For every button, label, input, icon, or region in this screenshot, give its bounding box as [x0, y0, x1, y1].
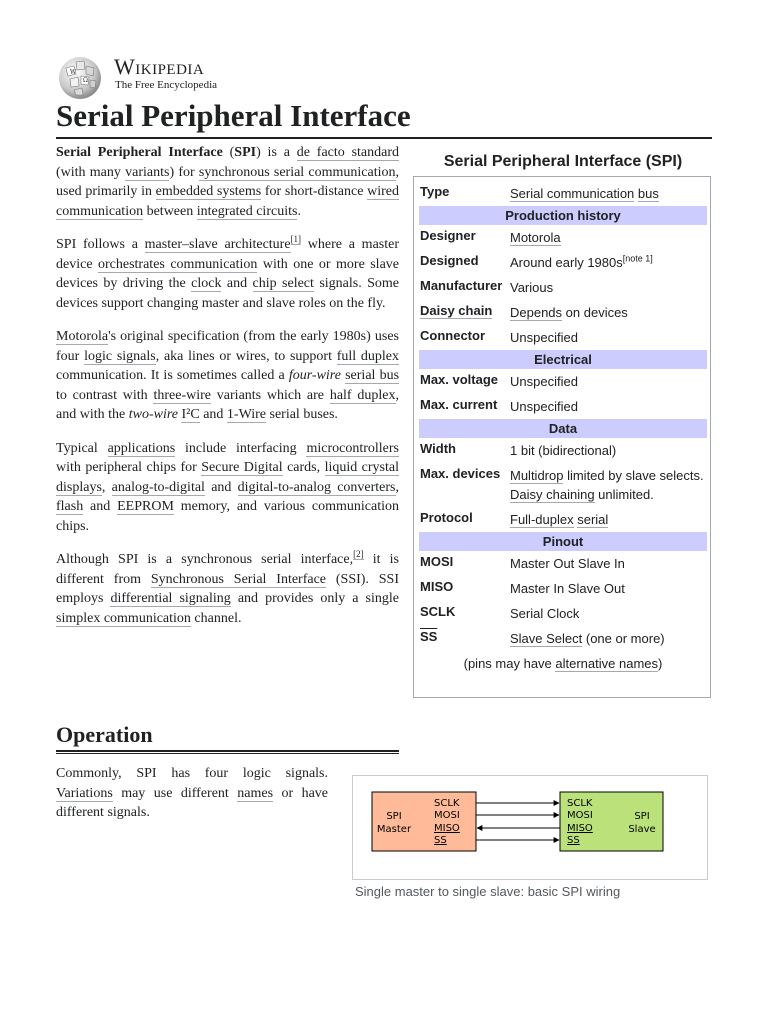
- link-applications[interactable]: applications: [107, 440, 176, 456]
- link-clock[interactable]: clock: [191, 276, 222, 291]
- infobox-label: Max. voltage: [420, 372, 499, 387]
- infobox-label: Designed: [420, 253, 479, 268]
- infobox-row-manufacturer: [419, 275, 707, 300]
- infobox-row-daisy-chain: [419, 300, 707, 325]
- text: Typical: [56, 440, 108, 456]
- text: it is different from: [56, 552, 399, 587]
- infobox-footer-row: [419, 651, 707, 676]
- text: (pins may have: [463, 656, 556, 671]
- link-names[interactable]: names: [237, 785, 274, 801]
- bold-term: Serial Peripheral Interface: [56, 145, 223, 160]
- page-title: Serial Peripheral Interface: [56, 98, 411, 133]
- wikipedia-tagline: The Free Encyclopedia: [115, 79, 218, 91]
- infobox-label: Designer: [420, 228, 476, 243]
- link-alternative-names[interactable]: alternative names: [555, 656, 659, 671]
- link-bus[interactable]: bus: [637, 186, 659, 201]
- link-daisy-chain[interactable]: Daisy chain: [420, 303, 493, 318]
- wikipedia-globe-logo[interactable]: [56, 54, 104, 102]
- text: (: [222, 145, 235, 160]
- text: and: [83, 499, 118, 514]
- text: communication. It is sometimes called a: [56, 368, 289, 383]
- link-half-duplex[interactable]: half duplex: [329, 387, 396, 403]
- text: to contrast with: [56, 387, 154, 403]
- lead-paragraph-1: [56, 143, 399, 221]
- link-motorola-infobox[interactable]: Motorola: [510, 230, 561, 245]
- text: include interfacing: [175, 440, 307, 456]
- text: Commonly, SPI has four logic signals.: [56, 766, 328, 781]
- slave-pin-miso: MISO: [567, 823, 593, 834]
- bold-term: SPI: [234, 145, 257, 160]
- text: ): [658, 656, 663, 671]
- link-de-facto-standard[interactable]: de facto standard: [296, 145, 399, 160]
- infobox-footer: [419, 651, 707, 676]
- spi-wiring-diagram: [353, 776, 709, 881]
- link-synchronous-serial-interface[interactable]: Synchronous Serial Interface: [150, 571, 327, 587]
- text: may use different: [112, 785, 238, 801]
- link-orchestrates-communication[interactable]: orchestrates communication: [98, 256, 258, 272]
- infobox-section-data: Data: [419, 419, 707, 438]
- infobox-value: [509, 463, 707, 507]
- infobox-table: [419, 181, 707, 676]
- infobox-value: [509, 626, 707, 651]
- italic-term: four-wire: [288, 368, 341, 383]
- link-slave-select[interactable]: Slave Select: [510, 631, 583, 646]
- slave-pin-ss: SS: [567, 835, 580, 846]
- text: unlimited.: [594, 487, 654, 502]
- link-embedded-systems[interactable]: embedded systems: [155, 184, 262, 199]
- text: ) is a: [256, 145, 297, 160]
- note-1[interactable]: [note 1]: [622, 253, 653, 264]
- infobox-row-designed: [419, 250, 707, 275]
- link-digital-to-analog-converters[interactable]: digital-to-analog converters: [237, 479, 396, 495]
- text: and: [199, 407, 227, 422]
- text: (with many: [56, 164, 126, 180]
- infobox-value: Unspecified: [510, 399, 578, 414]
- text: serial buses.: [266, 407, 338, 422]
- link-eeprom[interactable]: EEPROM: [117, 499, 174, 514]
- title-divider: [56, 137, 712, 139]
- master-pin-ss: SS: [434, 835, 447, 846]
- infobox-label: Protocol: [420, 510, 473, 525]
- reference-1[interactable]: [1]: [290, 234, 302, 245]
- infobox-value: Master In Slave Out: [510, 581, 625, 596]
- infobox-caption: Serial Peripheral Interface (SPI): [443, 153, 683, 170]
- text: and: [221, 276, 253, 291]
- link-chip-select[interactable]: chip select: [252, 276, 314, 291]
- infobox-row-ss: [419, 626, 707, 651]
- infobox-row-miso: [419, 576, 707, 601]
- text: Although SPI is a synchronous serial interface,: [56, 552, 354, 567]
- infobox-row-type: [419, 181, 707, 206]
- infobox-section-production-history: Production history: [419, 206, 707, 225]
- infobox-label: Manufacturer: [420, 278, 503, 293]
- link-1-wire[interactable]: 1-Wire: [226, 407, 266, 422]
- infobox-value: [509, 181, 707, 206]
- slave-name-line1: SPI: [634, 811, 650, 822]
- lead-section: [56, 143, 399, 642]
- infobox-label: Max. current: [420, 397, 498, 412]
- figure-caption: Single master to single slave: basic SPI wiring: [355, 884, 621, 899]
- slave-pin-sclk: SCLK: [567, 798, 593, 809]
- text: , and with the: [56, 387, 399, 422]
- lead-paragraph-4: [56, 439, 399, 537]
- text: cards,: [282, 460, 325, 475]
- infobox-value: [509, 250, 707, 275]
- text: variants which are: [211, 387, 330, 403]
- master-pin-miso: MISO: [434, 823, 460, 834]
- lead-paragraph-3: [56, 327, 399, 425]
- link-flash[interactable]: flash: [56, 499, 84, 514]
- svg-text:Ω: Ω: [83, 77, 88, 84]
- text: (SSI). SSI employs: [56, 571, 400, 606]
- wikipedia-wordmark: Wikipedia: [114, 54, 205, 79]
- infobox: [413, 176, 711, 698]
- link-depends[interactable]: Depends: [510, 305, 563, 320]
- text: , used primarily in: [56, 164, 399, 199]
- link-wired-communication[interactable]: wired communication: [56, 184, 399, 219]
- svg-text:W: W: [70, 69, 77, 76]
- infobox-row-connector: [419, 325, 707, 350]
- text: Around early 1980s: [510, 255, 623, 270]
- text: SPI follows a: [56, 237, 145, 252]
- infobox-value: [509, 507, 707, 532]
- infobox-label: Connector: [420, 328, 485, 343]
- lead-paragraph-2: [56, 235, 399, 313]
- text: where a master device: [56, 237, 400, 272]
- link-logic-signals[interactable]: logic signals: [84, 348, 156, 364]
- infobox-row-protocol: [419, 507, 707, 532]
- infobox-value: [509, 300, 707, 325]
- infobox-value: Serial Clock: [510, 606, 580, 621]
- infobox-row-max-current: [419, 394, 707, 419]
- infobox-row-max-devices: [419, 463, 707, 507]
- infobox-row-designer: [419, 225, 707, 250]
- text: .: [297, 203, 301, 219]
- operation-paragraph: [56, 764, 328, 823]
- master-name-line1: SPI: [386, 811, 402, 822]
- section-divider: [56, 750, 399, 754]
- infobox-label: MISO: [420, 579, 454, 594]
- text: memory, and various communication chips.: [56, 499, 400, 534]
- infobox-row-width: [419, 438, 707, 463]
- text: with one or more slave devices by driving the: [56, 256, 400, 291]
- link-analog-to-digital[interactable]: analog-to-digital: [111, 479, 205, 495]
- link-daisy-chaining[interactable]: Daisy chaining: [510, 487, 595, 502]
- link-full-duplex-infobox[interactable]: Full-duplex: [510, 512, 574, 527]
- lead-paragraph-5: [56, 550, 399, 628]
- link-microcontrollers[interactable]: microcontrollers: [306, 440, 399, 456]
- text: ,: [101, 479, 112, 495]
- italic-term: two-wire: [128, 407, 178, 422]
- spi-wiring-figure[interactable]: [352, 775, 708, 880]
- link-variants[interactable]: variants: [125, 164, 170, 180]
- infobox-section-electrical: Electrical: [419, 350, 707, 369]
- master-pin-sclk: SCLK: [434, 798, 460, 809]
- text: on devices: [562, 305, 628, 320]
- infobox-value: Unspecified: [510, 374, 578, 389]
- slave-name-line2: Slave: [628, 824, 656, 835]
- text: channel.: [190, 610, 242, 626]
- text: , aka lines or wires, to support: [155, 348, 337, 364]
- text: and: [204, 479, 238, 495]
- link-serial-communication[interactable]: Serial communication: [510, 186, 635, 201]
- link-synchronous-serial-communication[interactable]: synchronous serial communication: [198, 164, 396, 180]
- text: or have different signals.: [56, 785, 328, 820]
- text: ,: [395, 479, 400, 495]
- infobox-label: [419, 300, 509, 325]
- infobox-label: [419, 626, 509, 651]
- link-differential-signaling[interactable]: differential signaling: [110, 591, 231, 606]
- slave-pin-mosi: MOSI: [567, 810, 593, 821]
- text: signals. Some devices support changing master and slave roles on the fly.: [56, 276, 399, 311]
- link-secure-digital[interactable]: Secure Digital: [201, 460, 283, 475]
- link-full-duplex[interactable]: full duplex: [336, 348, 399, 364]
- link-master-slave-architecture[interactable]: master–slave architecture: [144, 237, 291, 252]
- link-variations[interactable]: Variations: [56, 785, 113, 801]
- infobox-label: MOSI: [420, 554, 454, 569]
- text: 's original specification (from the early 1980s) uses four: [56, 329, 399, 364]
- link-serial-bus[interactable]: serial bus: [345, 368, 400, 383]
- link-serial[interactable]: serial: [577, 512, 609, 527]
- ss-overline-label: $\overline{SS}$: [420, 629, 438, 644]
- master-name-line2: Master: [376, 824, 412, 835]
- text: for short-distance: [261, 184, 368, 199]
- link-i2c[interactable]: I²C: [181, 407, 200, 422]
- infobox-label: Type: [420, 184, 450, 199]
- infobox-value: [509, 225, 707, 250]
- infobox-row-mosi: [419, 551, 707, 576]
- link-integrated-circuits[interactable]: integrated circuits: [196, 203, 298, 219]
- infobox-section-pinout: Pinout: [419, 532, 707, 551]
- infobox-label: Width: [420, 441, 456, 456]
- link-liquid-crystal-displays[interactable]: liquid crystal displays: [56, 460, 399, 495]
- section-heading-operation: Operation: [56, 722, 153, 747]
- reference-2[interactable]: [2]: [353, 549, 364, 560]
- text: and provides only a single: [230, 591, 399, 606]
- link-three-wire[interactable]: three-wire: [153, 387, 212, 403]
- text: with peripheral chips for: [56, 460, 202, 475]
- infobox-label: Max. devices: [420, 466, 501, 481]
- master-pin-mosi: MOSI: [434, 810, 460, 821]
- infobox-value: Various: [510, 280, 554, 295]
- link-simplex-communication[interactable]: simplex communication: [56, 610, 191, 626]
- infobox-value: Master Out Slave In: [510, 556, 625, 571]
- link-multidrop[interactable]: Multidrop: [510, 468, 564, 483]
- infobox-row-max-voltage: [419, 369, 707, 394]
- link-motorola[interactable]: Motorola: [56, 329, 109, 344]
- text: ) for: [169, 164, 199, 180]
- text: (one or more): [582, 631, 665, 646]
- infobox-value: Unspecified: [510, 330, 578, 345]
- text: between: [143, 203, 197, 219]
- infobox-row-sclk: [419, 601, 707, 626]
- text: limited by slave selects.: [563, 468, 704, 483]
- infobox-label: SCLK: [420, 604, 456, 619]
- infobox-value: 1 bit (bidirectional): [510, 443, 617, 458]
